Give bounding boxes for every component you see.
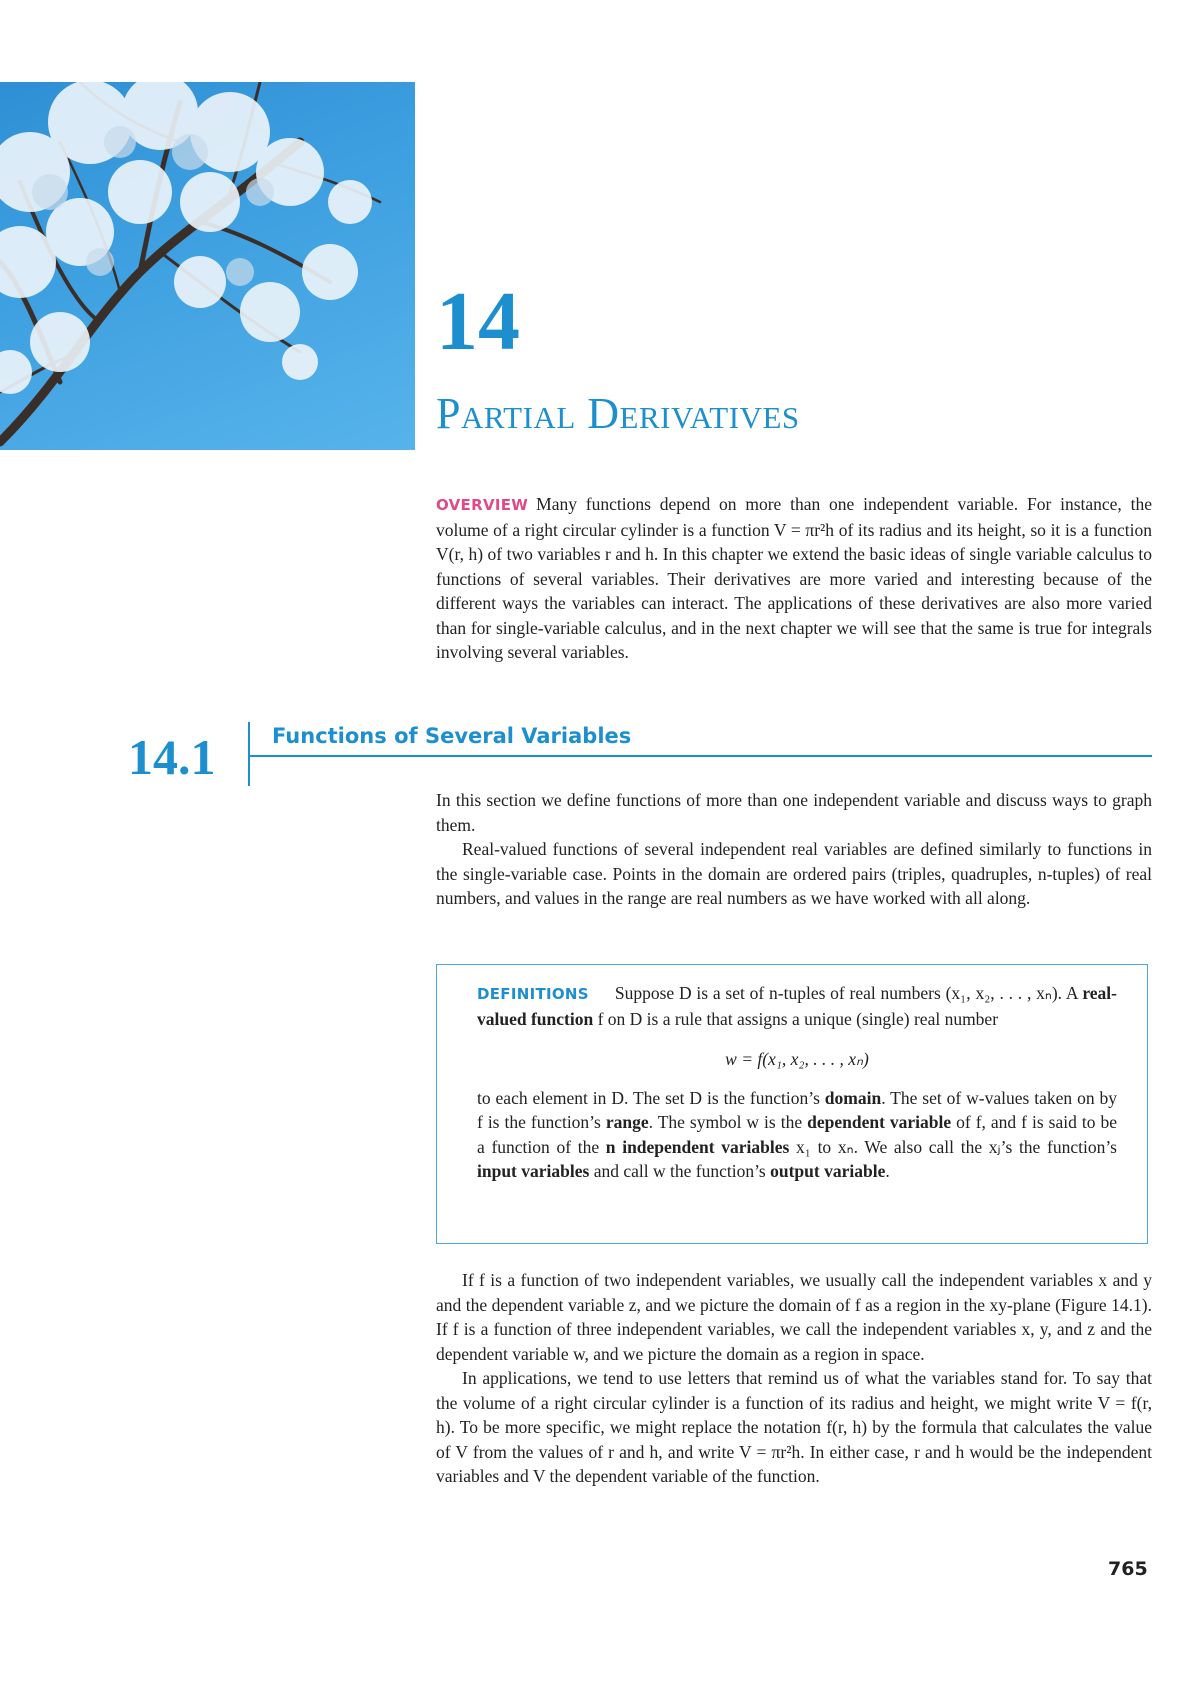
definition-text: and call w the function’s — [589, 1161, 771, 1181]
section-intro — [436, 788, 1152, 911]
body-paragraph-1: If f is a function of two independent variables, we usually call the independent variables x and y and the dependent variable z, and we picture the domain of f as a region in the xy-plane (Figure 14.1). If f is a function of three independent variables, we call the independent variables x, y, and z and the dependent variable w, and we picture the domain as a region in space. — [436, 1270, 1152, 1364]
term-output-variable: output variable — [770, 1161, 886, 1181]
frosted-tree-illustration — [0, 82, 415, 450]
definition-text: f on D is a rule that assigns a unique (single) real number — [593, 1008, 999, 1029]
definition-text: of f, and f is said to be a function of the — [477, 1112, 1117, 1157]
definitions-label: DEFINITIONS — [477, 985, 589, 1003]
definition-text: to each element in D. The set D is the function’s — [477, 1087, 825, 1108]
definitions-box — [436, 964, 1148, 1244]
term-independent-variables: n independent variables — [605, 1136, 790, 1157]
definition-text: . The symbol w is the — [648, 1112, 808, 1132]
definition-text: x₁ to xₙ. We also call the xⱼ’s the function’s — [789, 1136, 1117, 1157]
body-paragraph-2: In applications, we tend to use letters that remind us of what the variables stand for. To say that the volume of a right circular cylinder is a function of its radius and height, we might write V = f(r, h). To be more specific, we might replace the notation f(r, h) by the formula that calculates the value of V from the values of r and h, and write V = πr²h. In either case, r and h would be the independent variables and V the dependent variable of the function. — [436, 1368, 1152, 1486]
overview-paragraph — [436, 492, 1152, 665]
definition-paragraph-1 — [477, 981, 1117, 1031]
definition-formula: w = f(x₁, x₂, . . . , xₙ) — [725, 1049, 869, 1069]
section-divider-vertical — [248, 722, 250, 786]
definition-text: Suppose D is a set of n-tuples of real numbers (x₁, x₂, . . . , xₙ). A — [614, 983, 1083, 1003]
term-dependent-variable: dependent variable — [807, 1112, 952, 1132]
term-real-valued-function: real-valued function — [477, 983, 1117, 1029]
definition-text: . — [885, 1161, 890, 1181]
definitions-content — [477, 981, 1117, 1184]
chapter-title: Partial Derivatives — [436, 389, 800, 438]
definition-paragraph-2 — [477, 1086, 1117, 1184]
section-rule — [248, 755, 1152, 757]
section-title: Functions of Several Variables — [272, 724, 632, 748]
intro-paragraph-1: In this section we define functions of more than one independent variable and discuss ways to graph them. — [436, 790, 1152, 835]
section-number: 14.1 — [128, 729, 216, 785]
term-domain: domain — [824, 1087, 882, 1108]
chapter-opener-photo — [0, 82, 415, 450]
chapter-number: 14 — [436, 275, 520, 368]
intro-paragraph-2: Real-valued functions of several independent real variables are defined similarly to functions in the single-variable case. Points in the domain are ordered pairs (triples, quadruples, n-tuples) of real numbers, and values in the range are real numbers as we have worked with all along. — [436, 839, 1152, 908]
overview-label: OVERVIEW — [436, 496, 529, 514]
definition-text: . The set of w-values taken on by f is the function’s — [477, 1087, 1117, 1132]
term-range: range — [605, 1112, 649, 1132]
page-number: 765 — [1108, 1558, 1148, 1580]
overview-text: Many functions depend on more than one independent variable. For instance, the volume of a right circular cylinder is a function V = πr²h of its radius and its height, so it is a function V(r, h) of two variables r and h. In this chapter we extend the basic ideas of single variable calculus to functions of several variables. Their derivatives are more varied and interesting because of the different ways the variables can interact. The applications of these derivatives are also more varied than for single-variable calculus, and in the next chapter we will see that the same is true for integrals involving several variables. — [436, 494, 1152, 662]
body-text — [436, 1268, 1152, 1489]
term-input-variables: input variables — [477, 1161, 590, 1181]
